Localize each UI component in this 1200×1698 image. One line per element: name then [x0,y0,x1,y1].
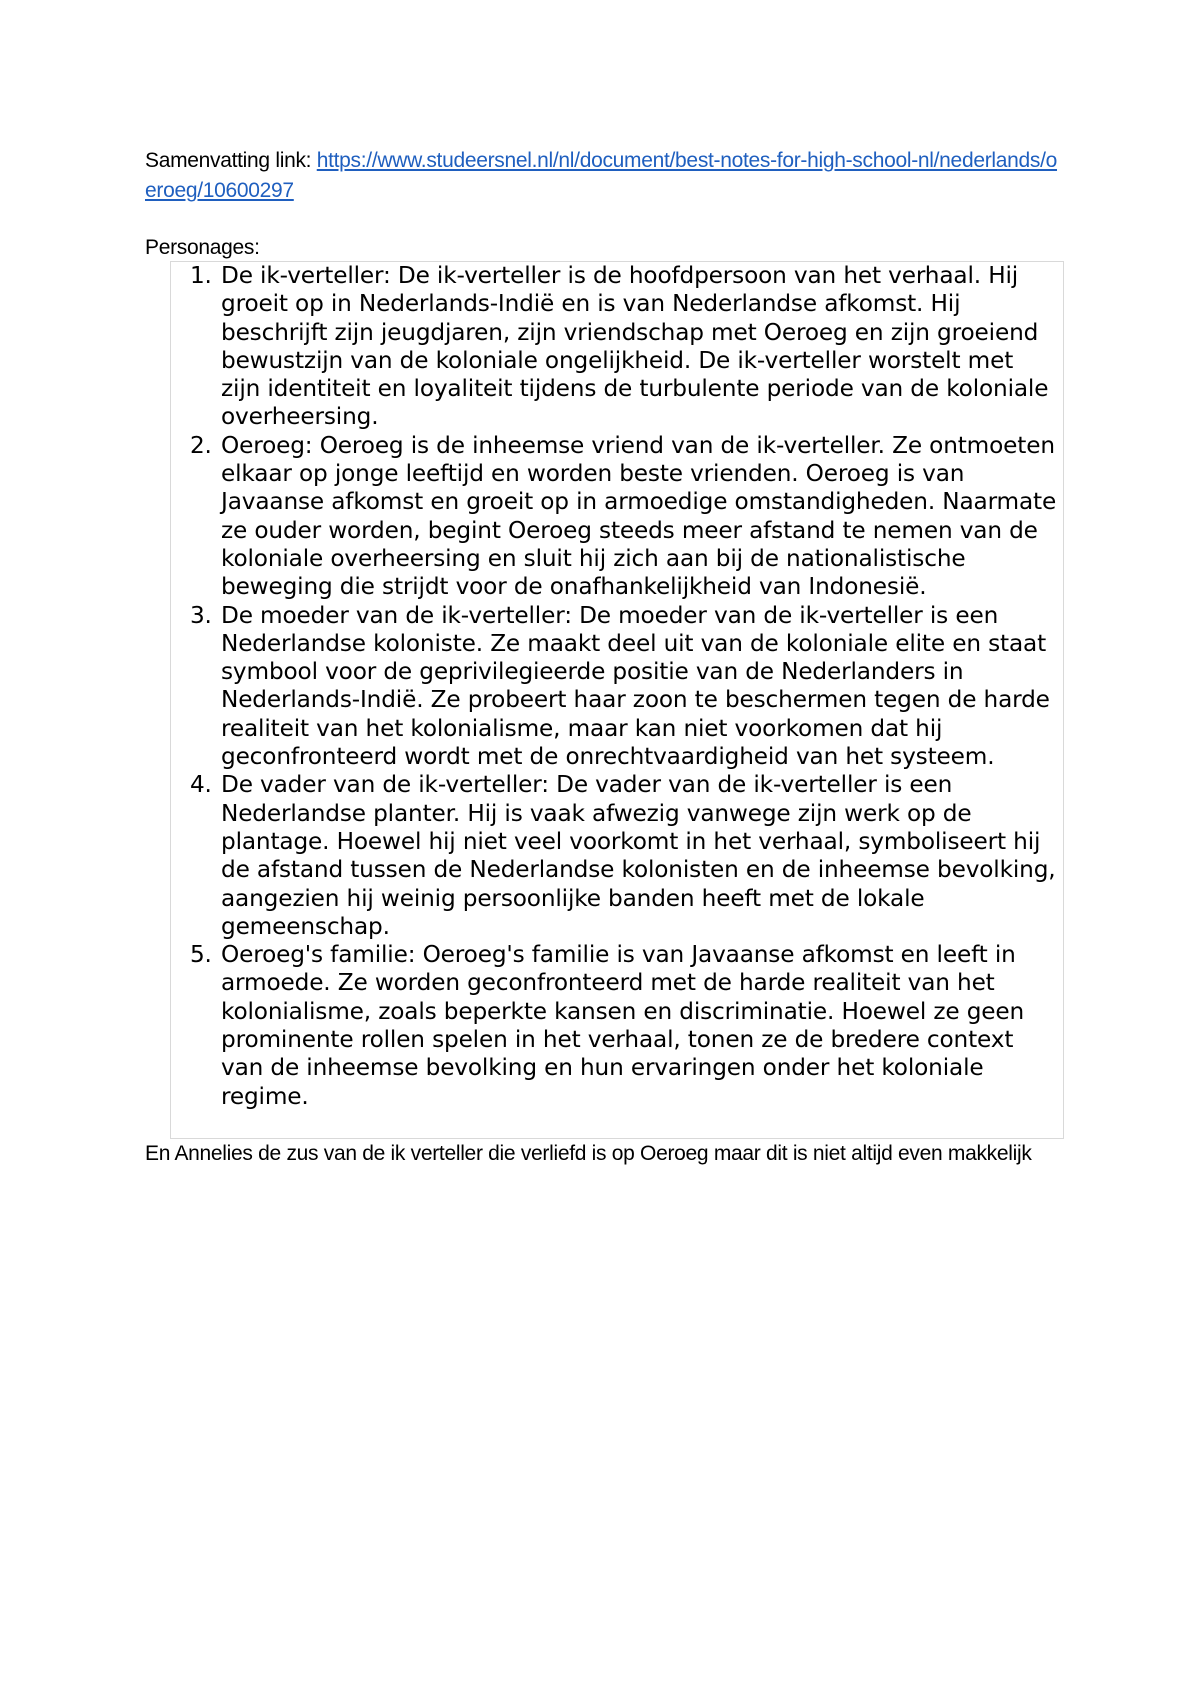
list-item: 5. Oeroeg's familie: Oeroeg's familie is van Javaanse afkomst en leeft in armoede. Ze worden geconfronteerd met de harde realiteit van het kolonialisme, zoals beperkte kansen en discriminatie. Hoewel ze geen prominente rollen spelen in het verhaal, tonen ze de bredere context van de inheemse bevolking en hun ervaringen onder het koloniale regime. [219,941,1059,1111]
summary-link[interactable]: https://www.studeersnel.nl/nl/document/best-notes-for-high-school-nl/nederlands/oeroeg/10600297 [145,149,1058,202]
summary-link-label: Samenvatting link: [145,149,317,172]
list-item: 4. De vader van de ik-verteller: De vader van de ik-verteller is een Nederlandse planter. Hij is vaak afwezig vanwege zijn werk op de plantage. Hoewel hij niet veel voorkomt in het verhaal, symboliseert hij de afstand tussen de Nederlandse kolonisten en de inheemse bevolking, aangezien hij weinig persoonlijke banden heeft met de lokale gemeenschap. [219,771,1059,941]
list-item: 1. De ik-verteller: De ik-verteller is de hoofdpersoon van het verhaal. Hij groeit op in Nederlands-Indië en is van Nederlandse afkomst. Hij beschrijft zijn jeugdjaren, zijn vriendschap met Oeroeg en zijn groeiend bewustzijn van de koloniale ongelijkheid. De ik-verteller worstelt met zijn identiteit en loyaliteit tijdens de turbulente periode van de koloniale overheersing. [219,262,1059,432]
list-item: 2. Oeroeg: Oeroeg is de inheemse vriend van de ik-verteller. Ze ontmoeten elkaar op jonge leeftijd en worden beste vrienden. Oeroeg is van Javaanse afkomst en groeit op in armoedige omstandigheden. Naarmate ze ouder worden, begint Oeroeg steeds meer afstand te nemen van de koloniale overheersing en sluit hij zich aan bij de nationalistische beweging die strijdt voor de onafhankelijkheid van Indonesië. [219,432,1059,602]
summary-link-line [145,146,1065,206]
personages-list-box [170,261,1064,1139]
personages-list [171,262,1063,1111]
personages-heading: Personages: [145,236,260,259]
closing-paragraph: En Annelies de zus van de ik verteller die verliefd is op Oeroeg maar dit is niet altijd even makkelijk [145,1142,1032,1165]
list-item: 3. De moeder van de ik-verteller: De moeder van de ik-verteller is een Nederlandse koloniste. Ze maakt deel uit van de koloniale elite en staat symbool voor de geprivilegieerde positie van de Nederlanders in Nederlands-Indië. Ze probeert haar zoon te beschermen tegen de harde realiteit van het kolonialisme, maar kan niet voorkomen dat hij geconfronteerd wordt met de onrechtvaardigheid van het systeem. [219,602,1059,772]
